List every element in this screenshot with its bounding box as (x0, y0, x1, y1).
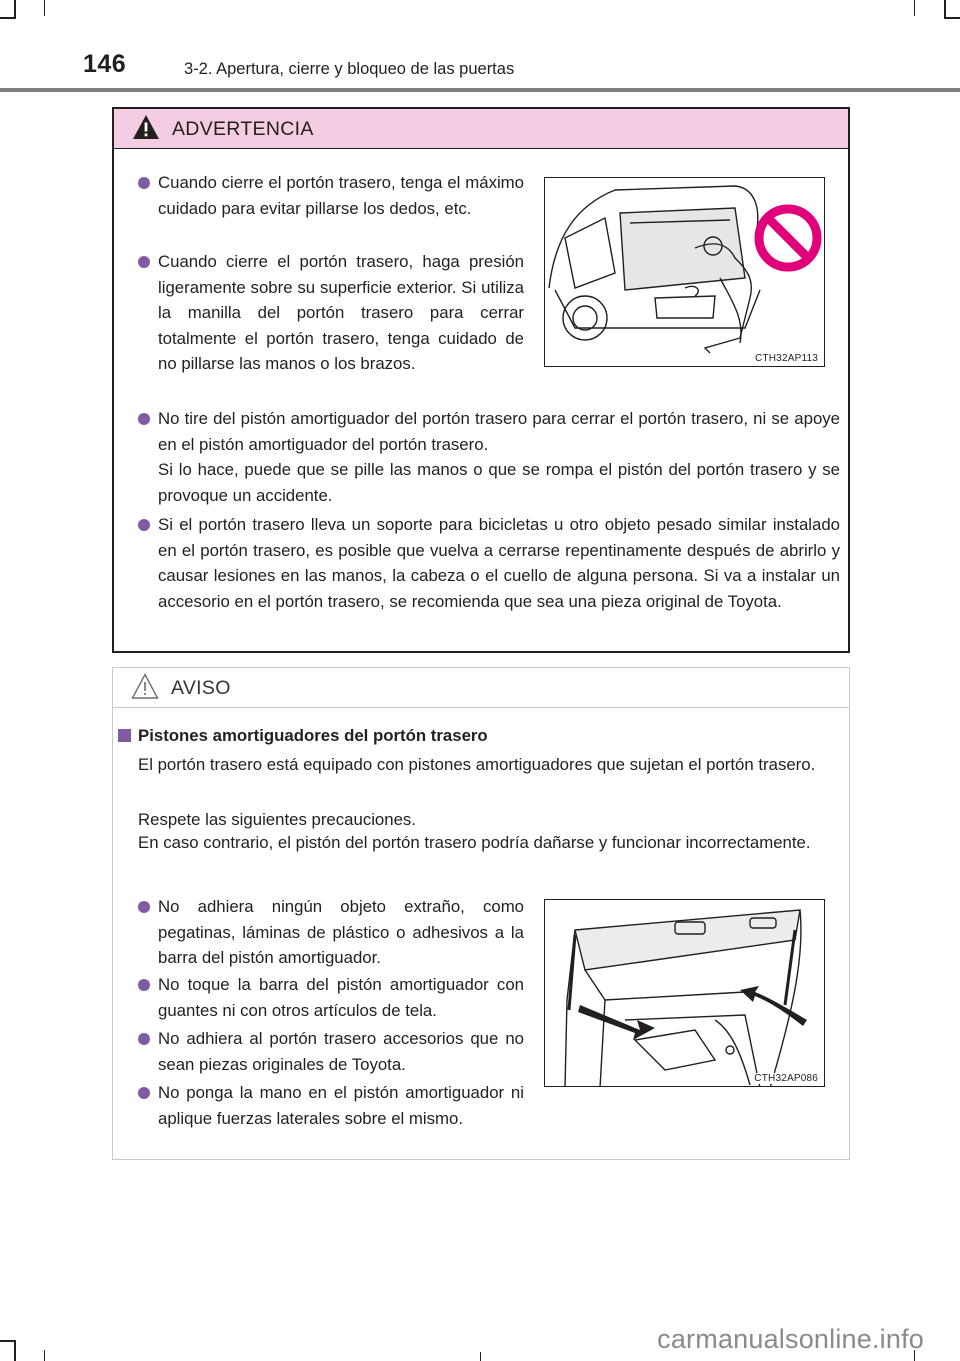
caution-triangle-icon (131, 673, 159, 699)
crop-mark (0, 17, 16, 19)
crop-mark (14, 0, 16, 18)
warning-item: No tire del pistón amortiguador del portón trasero para cerrar el portón trasero, ni se apoye en el pistón amortiguador del portón trasero. (158, 409, 840, 454)
section-square-icon (118, 729, 131, 742)
warning-triangle-icon (132, 114, 160, 140)
notice-item: No ponga la mano en el pistón amortiguador ni aplique fuerzas laterales sobre el mismo. (158, 1083, 524, 1128)
crop-mark (944, 17, 960, 19)
notice-paragraph: Respete las siguientes precauciones. (138, 810, 416, 829)
chapter-title: 3-2. Apertura, cierre y bloqueo de las puertas (184, 60, 515, 78)
crop-mark (914, 0, 915, 16)
notice-header (113, 668, 849, 708)
prohibition-icon (759, 209, 817, 267)
crop-mark (0, 1340, 16, 1342)
warning-header (114, 109, 848, 149)
bullet-icon (138, 177, 150, 189)
page-number: 146 (83, 50, 127, 78)
notice-item: No adhiera ningún objeto extraño, como pegatinas, láminas de plástico o adhesivos a la barra del pistón amortiguador. (158, 897, 524, 968)
bullet-icon (138, 256, 150, 268)
tailgate-struts-illustration (544, 899, 825, 1087)
crop-mark (44, 0, 45, 16)
crop-mark (480, 1352, 481, 1361)
crop-mark (44, 1350, 45, 1361)
bullet-icon (138, 979, 150, 991)
warning-item: Si lo hace, puede que se pille las manos o que se rompa el pistón del portón trasero y se provoque un accidente. (158, 460, 840, 505)
warning-item: Si el portón trasero lleva un soporte para bicicletas u otro objeto pesado similar instalado en el portón trasero, es posible que vuelva a cerrarse repentinamente después de abrirlo y causar lesiones en las manos, la cabeza o el cuello de alguna persona. Si va a instalar un accesorio en el portón trasero, se recomienda que sea una pieza original de Toyota. (158, 515, 840, 611)
notice-paragraph: En caso contrario, el pistón del portón trasero podría dañarse y funcionar incorrectamente. (138, 833, 811, 852)
bullet-icon (138, 413, 150, 425)
notice-title: AVISO (171, 677, 231, 699)
bullet-icon (138, 1033, 150, 1045)
image-code: CTH32AP113 (755, 353, 818, 364)
crop-mark (14, 1340, 16, 1361)
header-rule (0, 88, 960, 92)
notice-paragraph: El portón trasero está equipado con pistones amortiguadores que sujetan el portón trasero. (138, 755, 816, 774)
bullet-icon (138, 1087, 150, 1099)
crop-mark (944, 0, 946, 18)
section-title: Pistones amortiguadores del portón trasero (138, 726, 488, 745)
warning-item: Cuando cierre el portón trasero, haga presión ligeramente sobre su superficie exterior. Si utiliza la manilla del portón trasero para cerrar totalmente el portón trasero, tenga cuidado de no pillarse las manos o los brazos. (158, 252, 524, 374)
warning-title: ADVERTENCIA (172, 118, 314, 140)
tailgate-closing-illustration (544, 177, 825, 367)
notice-item: No toque la barra del pistón amortiguador con guantes ni con otros artículos de tela. (158, 975, 524, 1020)
car-rear-drawing (545, 178, 825, 367)
notice-item: No adhiera al portón trasero accesorios que no sean piezas originales de Toyota. (158, 1029, 524, 1074)
watermark: carmanualsonline.info (657, 1324, 924, 1354)
image-code: CTH32AP086 (754, 1073, 818, 1084)
warning-item: Cuando cierre el portón trasero, tenga el máximo cuidado para evitar pillarse los dedos, etc. (158, 173, 524, 218)
bullet-icon (138, 519, 150, 531)
open-tailgate-drawing (545, 900, 825, 1087)
bullet-icon (138, 901, 150, 913)
